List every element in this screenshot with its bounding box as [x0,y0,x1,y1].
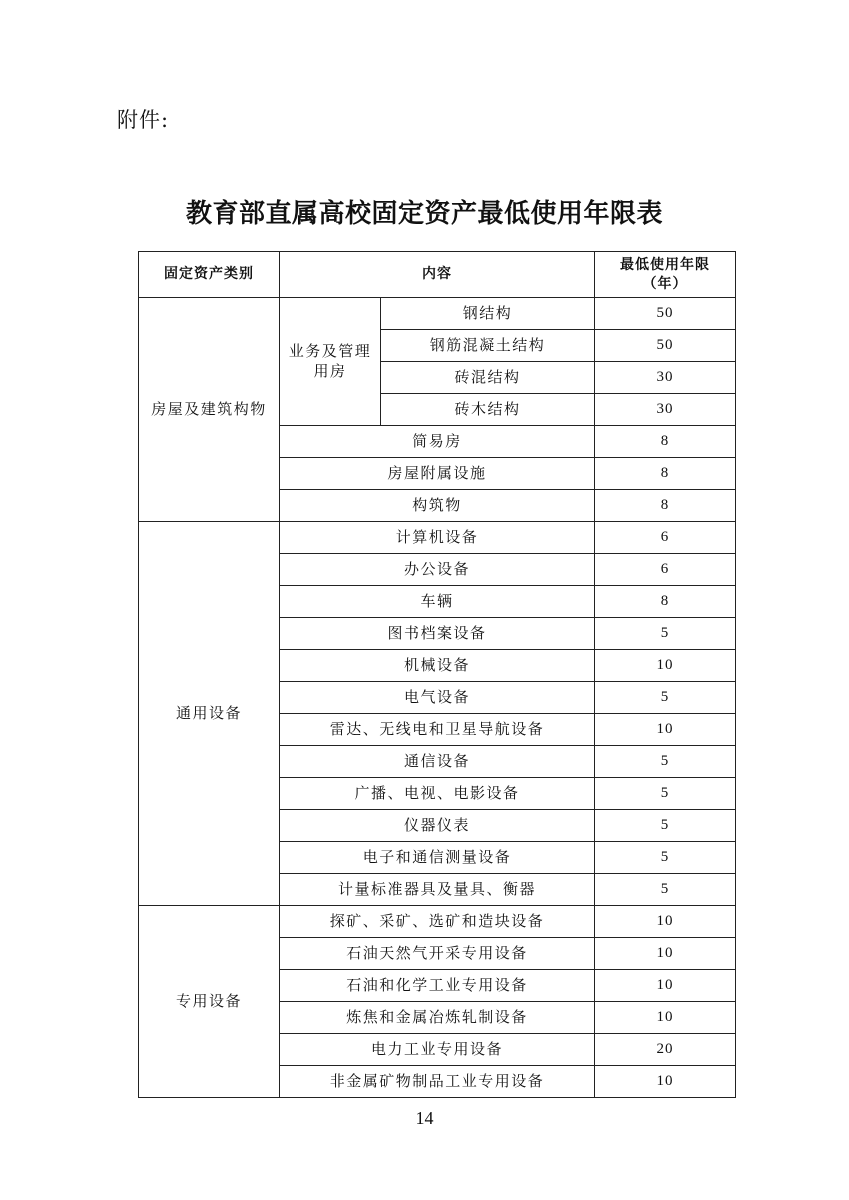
group-special: 专用设备 [139,906,280,1098]
row-years: 5 [595,746,736,778]
row-item: 广播、电视、电影设备 [280,778,595,810]
row-item: 房屋附属设施 [280,458,595,490]
row-item: 非金属矿物制品工业专用设备 [280,1066,595,1098]
header-content: 内容 [280,252,595,298]
row-years: 5 [595,778,736,810]
row-item: 雷达、无线电和卫星导航设备 [280,714,595,746]
row-years: 5 [595,618,736,650]
row-item: 电气设备 [280,682,595,714]
asset-lifetime-table [138,251,736,1098]
row-years: 8 [595,586,736,618]
table-header-row [139,252,736,298]
row-years: 10 [595,1002,736,1034]
header-years [595,252,736,298]
row-item: 通信设备 [280,746,595,778]
row-years: 10 [595,906,736,938]
group-business-mgmt [280,298,381,426]
row-years: 8 [595,458,736,490]
row-years: 50 [595,330,736,362]
group-business-mgmt-line2: 用房 [313,361,347,380]
row-years: 6 [595,522,736,554]
row-years: 10 [595,650,736,682]
row-item: 构筑物 [280,490,595,522]
row-item: 计算机设备 [280,522,595,554]
row-years: 5 [595,842,736,874]
row-years: 20 [595,1034,736,1066]
row-years: 8 [595,426,736,458]
row-item: 钢结构 [381,298,595,330]
row-years: 8 [595,490,736,522]
row-item: 电子和通信测量设备 [280,842,595,874]
table-row [139,906,736,938]
header-years-line2: （年） [642,275,688,292]
row-item: 办公设备 [280,554,595,586]
row-item: 计量标准器具及量具、衡器 [280,874,595,906]
row-years: 50 [595,298,736,330]
row-years: 5 [595,810,736,842]
row-item: 电力工业专用设备 [280,1034,595,1066]
group-buildings: 房屋及建筑构物 [139,298,280,522]
group-general: 通用设备 [139,522,280,906]
header-years-line1: 最低使用年限 [620,257,710,274]
row-years: 5 [595,682,736,714]
group-business-mgmt-line1: 业务及管理 [288,342,372,360]
row-item: 探矿、采矿、选矿和造块设备 [280,906,595,938]
row-item: 车辆 [280,586,595,618]
row-item: 图书档案设备 [280,618,595,650]
row-item: 机械设备 [280,650,595,682]
page-number: 14 [415,1108,434,1128]
row-item: 炼焦和金属冶炼轧制设备 [280,1002,595,1034]
row-years: 10 [595,1066,736,1098]
row-years: 10 [595,938,736,970]
row-years: 10 [595,714,736,746]
row-years: 6 [595,554,736,586]
row-years: 10 [595,970,736,1002]
row-item: 仪器仪表 [280,810,595,842]
row-item: 砖木结构 [381,394,595,426]
row-item: 钢筋混凝土结构 [381,330,595,362]
table-row [139,298,736,330]
table-row [139,522,736,554]
row-item: 简易房 [280,426,595,458]
row-years: 30 [595,394,736,426]
row-years: 5 [595,874,736,906]
row-item: 砖混结构 [381,362,595,394]
row-item: 石油天然气开采专用设备 [280,938,595,970]
header-category: 固定资产类别 [139,252,280,298]
row-item: 石油和化学工业专用设备 [280,970,595,1002]
page-title: 教育部直属高校固定资产最低使用年限表 [185,199,663,229]
attachment-label: 附件: [117,108,170,132]
row-years: 30 [595,362,736,394]
